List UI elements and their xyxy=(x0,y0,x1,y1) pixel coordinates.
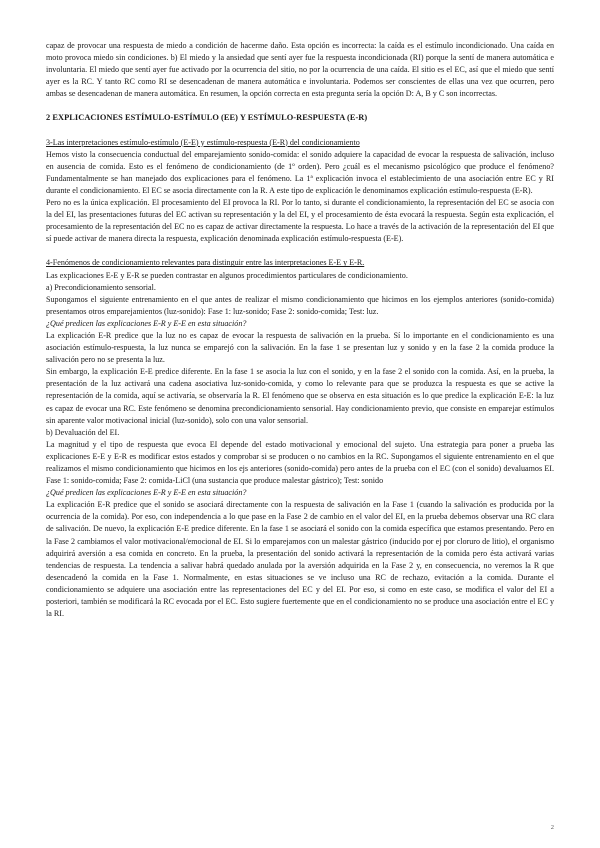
paragraph: Pero no es la única explicación. El procesamiento del EI provoca la RI. Por lo tanto, si durante el condicionamiento, la representación del EC se asocia con la del EI, las presentaciones futuras del EC activan su representación y la del EI, y el procesamiento de ésta evocará la respuesta. Según esta explicación, el procesamiento de la representación del EC no es capaz de activar directamente la respuesta. Lo hace a través de la activación de la representación del EI que sí puede activar de manera directa la respuesta, explicación denominada explicación estímulo-respuesta (E-E). xyxy=(46,198,554,244)
question: ¿Qué predicen las explicaciones E-R y E-E en esta situación? xyxy=(46,488,247,498)
list-label: b) Devaluación del EI. xyxy=(46,427,120,437)
paragraph: Supongamos el siguiente entrenamiento en el que antes de realizar el mismo condicionamiento que hicimos en los ejemplos anteriores (sonido-comida) presentamos otros emparejamientos (luz-sonido): Fase 1: luz-sonido; Fase 2: sonido-comida; Test: luz. xyxy=(46,294,554,316)
list-label: a) Precondicionamiento sensorial. xyxy=(46,282,156,292)
paragraph: capaz de provocar una respuesta de miedo a condición de hacerme daño. Esta opción es incorrecta: la caída es el estímulo incondicionado. Una caída en moto provoca miedo sin condiciones. b) El miedo y la ansiedad que sentí ayer fue la respuesta incondicionada (RI) porque la sentí de manera automática e involuntaria. El miedo que sentí ayer fue activado por la ocurrencia del sitio, no por la ocurrencia de una caída. El sitio es el EC, así que el miedo que sentí ayer es la RC. Y tanto RC como RI se desencadenan de manera automática e involuntaria. Podemos ser conscientes de ellas una vez que ocurren, pero ambas se desencadenan de manera automática. En resumen, la opción correcta en esta pregunta sería la opción D: A, B y C son incorrectas. xyxy=(46,41,554,99)
spacer xyxy=(46,245,554,257)
question: ¿Qué predicen las explicaciones E-R y E-E en esta situación? xyxy=(46,318,247,328)
paragraph: Las explicaciones E-E y E-R se pueden contrastar en algunos procedimientos particulares de condicionamiento. xyxy=(46,270,408,280)
subsection-heading: 3-Las interpretaciones estímulo-estímulo (E-E) y estímulo-respuesta (E-R) del condicionamiento xyxy=(46,137,360,147)
paragraph: La explicación E-R predice que la luz no es capaz de evocar la respuesta de salivación en la prueba. Sí lo importante en el condicionamiento es una asociación estímulo-respuesta, la luz nunca se emparejó con la salivación. En la fase 1 se presentan luz y sonido y en la fase 2 la comida produce la salivación pero no se presenta la luz. xyxy=(46,330,554,365)
paragraph: Sin embargo, la explicación E-E predice diferente. En la fase 1 se asocia la luz con el sonido, y en la fase 2 el sonido con la comida. Así, en la prueba, la presentación de la luz activará una cadena asociativa luz-sonido-comida, y como lo relevante para que se produzca la respuesta es que se active la representación de la comida, aquí se activaría, se observaría la R. El fenómeno que se observa en esta situación es lo que predice la explicación E-E: la luz es capaz de evocar una RC. Este fenómeno se denomina precondicionamiento sensorial. Hay condicionamiento previo, que consiste en emparejar estímulos sin aparente valor motivacional inicial (luz-sonido), solo con una valor sensorial. xyxy=(46,367,554,425)
page-number: 2 xyxy=(550,823,554,831)
document-body xyxy=(46,40,554,620)
paragraph: La magnitud y el tipo de respuesta que evoca EI depende del estado motivacional y emocional del sujeto. Una estrategia para poner a prueba las explicaciones E-E y E-R es modificar estos estados y comprobar si se producen o no cambios en la RC. Supongamos el siguiente entrenamiento en el que realizamos el mismo condicionamiento que hicimos en los ejs anteriores (sonido-comida) pero antes de la prueba con el EC (con el sonido) devaluamos EI. Fase 1: sonido-comida; Fase 2: comida-LiCl (una sustancia que produce malestar gástrico); Test: sonido xyxy=(46,439,554,486)
spacer xyxy=(46,100,554,112)
spacer xyxy=(46,125,554,137)
paragraph: Hemos visto la consecuencia conductual del emparejamiento sonido-comida: el sonido adquiere la capacidad de evocar la respuesta de salivación, incluso en ausencia de comida. Esto es el fenómeno de condicionamiento (de 1º orden). Pero ¿cuál es el mecanismo psicológico que produce el fenómeno? Fundamentalmente se han manejado dos explicaciones para el fenómeno. La 1ª explicación invoca el establecimiento de una asociación entre EC y RI durante el condicionamiento. El EC se asocia directamente con la R. A este tipo de explicación le denominamos explicación estímulo-respuesta (E-R). xyxy=(46,149,554,195)
subsection-heading: 4-Fenómenos de condicionamiento relevantes para distinguir entre las interpretaciones E-E y E-R. xyxy=(46,258,365,268)
section-heading: 2 EXPLICACIONES ESTÍMULO-ESTÍMULO (EE) Y ESTÍMULO-RESPUESTA (E-R) xyxy=(46,113,368,123)
paragraph: La explicación E-R predice que el sonido se asociará directamente con la respuesta de salivación en la Fase 1 (cuando la salivación es producida por la ocurrencia de la comida). Por eso, con independencia a lo que pase en la Fase 2 de cambio en el valor del EI, en la prueba debemos observar una RC clara de salivación. De nuevo, la explicación E-E predice diferente. En la fase 1 se asociará el sonido con la comida específica que estamos presentando. Pero en la Fase 2 cambiamos el valor motivacional/emocional de EI. Si lo emparejamos con un malestar gástrico (inducido por ej por cloruro de litio), el organismo adquirirá aversión a esa comida en concreto. En la prueba, la presentación del sonido activará la representación de la comida pero ésta activará varias tendencias de respuesta. La tendencia a salivar habrá quedado anulada por la aversión adquirida en la Fase 2 y, en consecuencia, no veremos la R que desencadenó la comida en la Fase 1. Normalmente, en estas situaciones se ve incluso una RC de rechazo, evitación a la comida. Durante el condicionamiento se adquiere una asociación entre las representaciones del EC y del EI. Por eso, si como en este caso, se modifica el valor del EI a posteriori, también se modificará la RC evocada por el EC. Esto sugiere fuertemente que en el condicionamiento no se produce una asociación entre el EC y la RI. xyxy=(46,500,554,619)
